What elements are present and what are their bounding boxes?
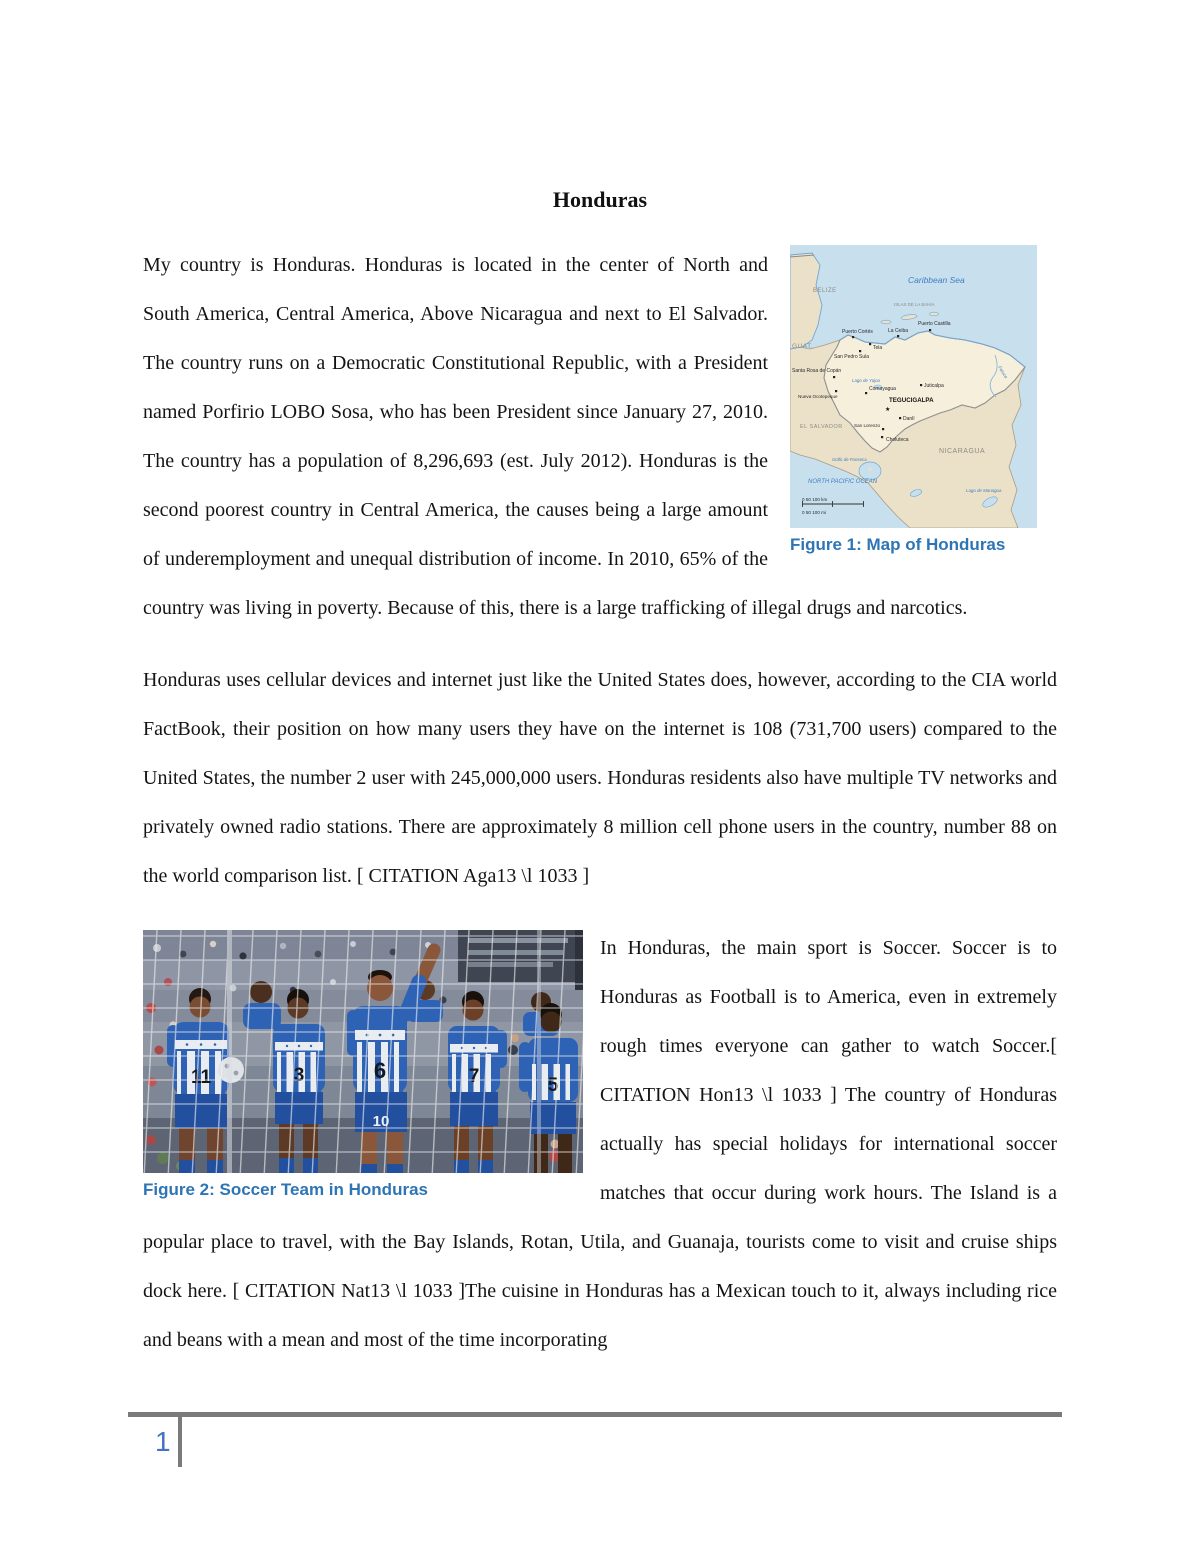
jersey-number-7: 7 [468, 1066, 480, 1087]
map-label-la-ceiba: La Ceiba [888, 328, 909, 334]
map-label-san-lorenzo: San Lorenzo [854, 423, 881, 428]
soccer-team-photo [143, 930, 583, 1173]
page-number-accent-bar [178, 1417, 182, 1467]
map-label-danli: Danlí [903, 416, 915, 422]
shorts-number-10: 10 [372, 1113, 390, 1130]
figure-1-caption: Figure 1: Map of Honduras [790, 535, 1006, 554]
paragraph-2-text: Honduras uses cellular devices and internet just like the United States does, however, according to the CIA world FactBook, their position on how many users they have on the internet is 108 (731,700 users) compared to the United States, the number 2 user with 245,000,000 users. Honduras residents also have multiple TV networks and privately owned radio stations. There are approximately 8 million cell phone users in the country, number 88 on the world comparison list. [ CITATION Aga13 \l 1033 ] [143, 669, 1057, 887]
figure-soccer [143, 930, 583, 1201]
map-label-puerto-castilla: Puerto Castilla [918, 321, 951, 327]
jersey-number-5: 5 [547, 1075, 559, 1096]
soccer-svg [143, 930, 583, 1173]
paragraph-3 [143, 924, 1057, 1365]
map-label-santa-rosa: Santa Rosa de Copán [792, 368, 842, 374]
map-label-puerto-cortes: Puerto Cortés [842, 329, 873, 335]
map-scale-km: 0 50 100 km [802, 497, 828, 502]
map-label-san-pedro-sula: San Pedro Sula [834, 354, 870, 360]
map-label-patuca: Patuca [997, 364, 1009, 380]
map-label-tela: Tela [873, 345, 883, 351]
page-number: 1 [155, 1426, 171, 1457]
map-island-guanaja [930, 312, 939, 316]
map-label-pacific: NORTH PACIFIC OCEAN [808, 479, 878, 485]
map-label-nicaragua: NICARAGUA [939, 448, 986, 455]
map-label-guatemala: GUAT. [792, 343, 814, 350]
map-label-tegucigalpa: TEGUCIGALPA [889, 397, 934, 404]
map-island-utila [881, 320, 891, 324]
map-svg [790, 245, 1037, 528]
map-label-choluteca: Choluteca [886, 437, 909, 443]
map-label-nueva-ocotepeque: Nueva Ocotepeque [798, 394, 838, 399]
page-footer [128, 1412, 1062, 1472]
map-scale-mi: 0 50 100 mi [802, 510, 827, 515]
document-title: Honduras [552, 187, 648, 212]
figure-map [790, 245, 1037, 556]
paragraph-2 [143, 656, 1057, 901]
honduras-map-image [790, 245, 1037, 528]
map-label-golfo-fonseca: Golfo de Fonseca [832, 457, 867, 462]
map-capital-star: ★ [885, 407, 891, 413]
map-label-lago-yojoa: Lago de Yojoa [852, 378, 880, 383]
jersey-number-6: 6 [373, 1058, 387, 1083]
map-label-comayagua: Comayagua [869, 386, 896, 392]
map-label-el-salvador: EL SALVADOR [800, 424, 843, 430]
map-gulf-fonseca [859, 462, 881, 480]
map-gulf-island [868, 467, 871, 470]
map-label-caribbean-sea: Caribbean Sea [908, 275, 965, 285]
map-label-belize: BELIZE [813, 288, 837, 294]
map-label-lago-managua: Lago de Managua [966, 488, 1002, 493]
page-number-block [155, 1417, 1062, 1472]
jersey-number-11: 11 [190, 1067, 212, 1088]
figure-2-caption: Figure 2: Soccer Team in Honduras [143, 1180, 428, 1199]
paragraph-3-text: In Honduras, the main sport is Soccer. Soccer is to Honduras as Football is to America, even in extremely rough times everyone can gather to watch Soccer.[ CITATION Hon13 \l 1033 ] The country of Honduras actually has special holidays for international soccer matches that occur during work hours. The Island is a popular place to travel, with the Bay Islands, Rotan, Utila, and Guanaja, tourists come to visit and cruise ships dock here. [ CITATION Nat13 \l 1033 ]The cuisine in Honduras has a Mexican touch to it, always including rice and beans with a mean and most of the time incorporating [143, 937, 1057, 1351]
content-area [143, 186, 1057, 1388]
paragraph-1 [143, 241, 1057, 633]
map-label-islas-bahia: ISLAS DE LA BAHÍA [894, 302, 935, 307]
jersey-number-3: 3 [293, 1065, 305, 1086]
paragraph-1-text: My country is Honduras. Honduras is located in the center of North and South America, Central America, Above Nicaragua and next to El Salvador. The country runs on a Democratic Constitutional Republic, with a President named Porfirio LOBO Sosa, who has been President since January 27, 2010. The country has a population of 8,296,693 (est. July 2012). Honduras is the second poorest country in Central America, the causes being a large amount of underemployment and unequal distribution of income. In 2010, 65% of the country was living in poverty. Because of this, there is a large trafficking of illegal drugs and narcotics. [143, 254, 968, 619]
map-label-juticalpa: Juticalpa [924, 383, 944, 389]
